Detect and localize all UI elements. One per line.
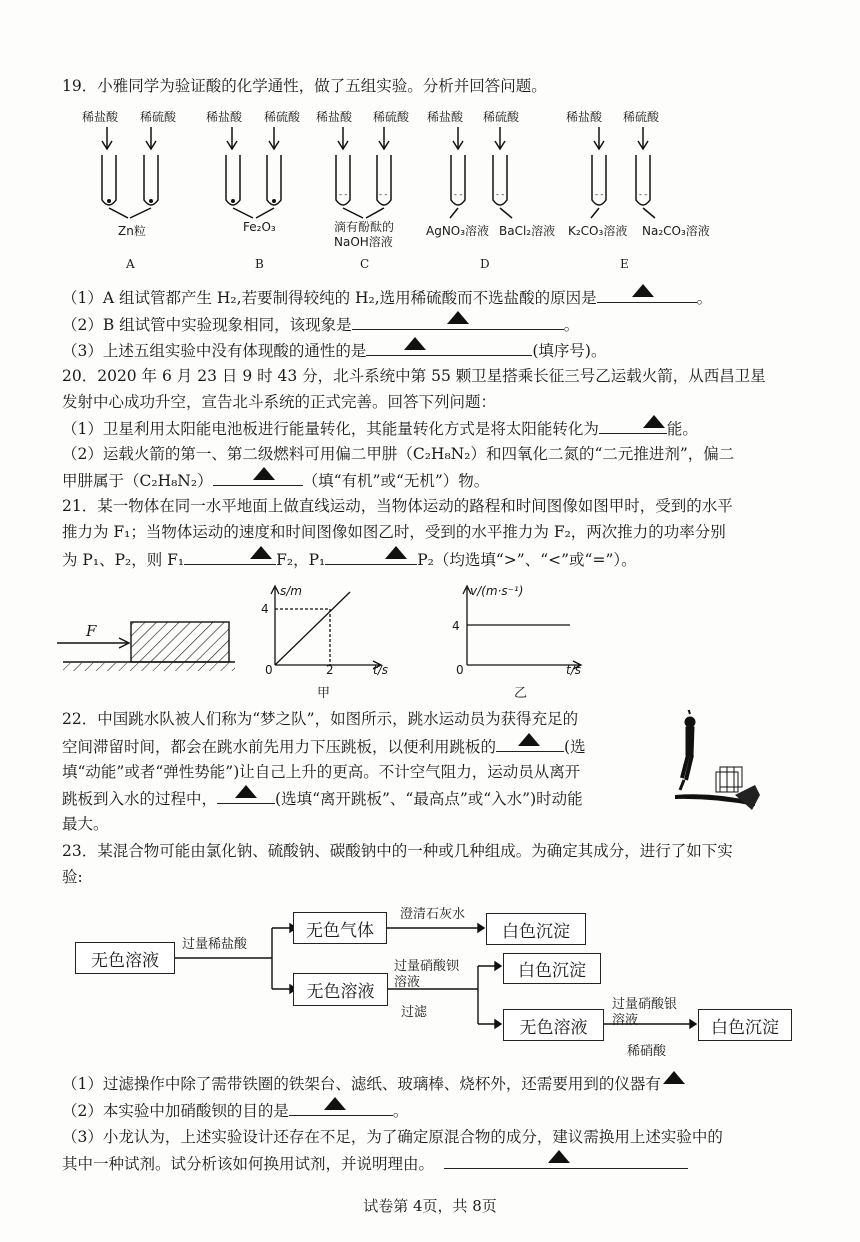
q23-sub3-line2: 其中一种试剂。试分析该如何换用试剂，并说明理由。 xyxy=(62,1152,688,1175)
q21-yi-ylabel: v/(m·s⁻¹) xyxy=(470,584,524,598)
flow-reagent-bano3-line1: 过量硝酸钡 xyxy=(394,959,460,974)
flow-reagent-agno3-line2: 溶液 xyxy=(612,1013,639,1028)
flow-reagent-limewater: 澄清石灰水 xyxy=(400,907,466,922)
q21-line2: 推力为 F₁；当物体运动的速度和时间图像如图乙时，受到的水平推力为 F₂，两次推力的功率分别 xyxy=(62,523,726,541)
q21-line1: 21．某一物体在同一水平地面上做直线运动，当物体运动的路程和时间图像如图甲时，受到的水平 xyxy=(62,497,733,515)
q21-force-label: F xyxy=(86,622,97,640)
page-footer: 试卷第 4页，共 8页 xyxy=(363,1197,497,1215)
q23-sub2: （2）本实验中加硝酸钡的目的是 。 xyxy=(62,1099,408,1122)
q20-line1: 20．2020 年 6 月 23 日 9 时 43 分，北斗系统中第 55 颗卫星搭乘长征三号乙运载火箭，从西昌卫星 xyxy=(62,367,766,385)
q19-group-b-letter: B xyxy=(255,257,264,271)
q22-line5: 最大。 xyxy=(62,815,109,833)
flow-white-precipitate-2: 白色沉淀 xyxy=(503,953,601,984)
q19-d-acid1-label: 稀盐酸 xyxy=(427,110,464,124)
flow-colorless-solution-3: 无色溶液 xyxy=(503,1009,604,1041)
q19-c-reagent-line1: 滴有酚酞的 xyxy=(334,220,395,234)
q22-line1: 22．中国跳水队被人们称为“梦之队”，如图所示，跳水运动员为获得充足的 xyxy=(62,710,579,728)
answer-marker-icon xyxy=(324,1097,346,1110)
q20-sub2-line1: （2）运载火箭的第一、第二级燃料可用偏二甲肼（C₂H₈N₂）和四氧化二氮的“二元推进剂”，偏二 xyxy=(62,445,735,463)
q19-d-reagent1: AgNO₃溶液 xyxy=(426,224,490,238)
q22-line4: 跳板到入水的过程中， (选填“离开跳板”、“最高点”或“入水”)时动能 xyxy=(62,787,583,810)
q21-jia-origin: 0 xyxy=(265,663,273,677)
flow-white-precipitate-1: 白色沉淀 xyxy=(486,913,586,945)
q21-jia-ytick: 4 xyxy=(261,602,269,616)
q21-yi-caption: 乙 xyxy=(514,686,528,701)
answer-blank[interactable] xyxy=(289,1099,393,1116)
q22-line3: 填“动能”或者“弹性势能”)让自己上升的更高。不计空气阻力，运动员从离开 xyxy=(62,763,581,781)
q19-group-c-letter: C xyxy=(360,257,370,271)
svg-text:- -: - - xyxy=(379,190,388,199)
q19-group-d-letter: D xyxy=(480,257,490,271)
q19-sub3: （3）上述五组实验中没有体现酸的通性的是 (填序号)。 xyxy=(62,339,606,362)
answer-blank[interactable] xyxy=(444,1152,688,1169)
flow-colorless-gas: 无色气体 xyxy=(293,912,387,944)
q19-c-acid2-label: 稀硫酸 xyxy=(373,110,410,124)
flow-start-solution: 无色溶液 xyxy=(75,942,175,974)
q19-group-a-letter: A xyxy=(126,257,135,271)
flow-white-precipitate-3: 白色沉淀 xyxy=(698,1009,792,1041)
svg-text:- -: - - xyxy=(339,190,348,199)
q21-yi-xlabel: t/s xyxy=(566,663,581,677)
q23-line1: 23．某混合物可能由氯化钠、硫酸钠、碳酸钠中的一种或几种组成。为确定其成分，进行了如下实 xyxy=(62,842,733,860)
flow-reagent-hcl: 过量稀盐酸 xyxy=(182,937,248,952)
q19-a-acid1-label: 稀盐酸 xyxy=(82,110,119,124)
q23-sub3-line1: （3）小龙认为，上述实验设计还存在不足，为了确定原混合物的成分，建议需换用上述实验中的 xyxy=(62,1128,723,1146)
q23-line2: 验: xyxy=(62,868,83,886)
q19-c-acid1-label: 稀盐酸 xyxy=(316,110,353,124)
q21-jia-xlabel: t/s xyxy=(373,663,388,677)
q20-sub2-line2: 甲肼属于（C₂H₈N₂） （填“有机”或“无机”）物。 xyxy=(62,469,489,492)
answer-blank[interactable] xyxy=(661,1073,687,1089)
flow-filter-label: 过滤 xyxy=(401,1005,428,1020)
q19-title: 19．小雅同学为验证酸的化学通性，做了五组实验。分析并回答问题。 xyxy=(62,77,547,95)
q19-e-reagent2: Na₂CO₃溶液 xyxy=(642,224,710,238)
q19-b-reagent: Fe₂O₃ xyxy=(243,220,276,234)
svg-text:- -: - - xyxy=(595,190,604,199)
q19-e-acid1-label: 稀盐酸 xyxy=(566,110,603,124)
q21-jia-ylabel: s/m xyxy=(280,584,302,598)
answer-marker-icon xyxy=(663,1071,685,1084)
q20-sub1: （1）卫星利用太阳能电池板进行能量转化，其能量转化方式是将太阳能转化为 能。 xyxy=(62,417,698,440)
q19-a-reagent: Zn粒 xyxy=(118,224,146,238)
q22-line2: 空间滞留时间，都会在跳水前先用力下压跳板，以便利用跳板的 (选 xyxy=(62,735,586,758)
q21-line3: 为 P₁、P₂，则 F₁ F₂，P₁ P₂（均选填“>”、“<”或“=”）。 xyxy=(62,548,637,571)
flow-reagent-agno3-line1: 过量硝酸银 xyxy=(612,997,678,1012)
q19-sub1: （1）A 组试管都产生 H₂,若要制得较纯的 H₂,选用稀硫酸而不选盐酸的原因是 。 xyxy=(62,286,712,309)
q21-yi-ytick: 4 xyxy=(452,619,460,633)
flow-reagent-bano3-line2: 溶液 xyxy=(394,975,421,990)
q19-d-acid2-label: 稀硫酸 xyxy=(483,110,520,124)
q21-jia-caption: 甲 xyxy=(317,686,331,701)
q19-a-acid2-label: 稀硫酸 xyxy=(140,110,177,124)
q19-e-reagent1: K₂CO₃溶液 xyxy=(568,224,628,238)
answer-marker-icon xyxy=(548,1150,570,1163)
q20-line2: 发射中心成功升空，宣告北斗系统的正式完善。回答下列问题： xyxy=(62,393,497,411)
q19-group-e-letter: E xyxy=(620,257,629,271)
q21-jia-xtick: 2 xyxy=(326,663,334,677)
svg-text:- -: - - xyxy=(639,190,648,199)
flow-reagent-hno3: 稀硝酸 xyxy=(627,1044,667,1059)
svg-text:- -: - - xyxy=(454,190,463,199)
q23-sub1: （1）过滤操作中除了需带铁圈的铁架台、滤纸、玻璃棒、烧杯外，还需要用到的仪器有 xyxy=(62,1073,687,1095)
q19-sub2: （2）B 组试管中实验现象相同，该现象是 。 xyxy=(62,313,579,336)
q19-e-acid2-label: 稀硫酸 xyxy=(623,110,660,124)
q19-b-acid1-label: 稀盐酸 xyxy=(206,110,243,124)
flow-colorless-solution-2: 无色溶液 xyxy=(293,973,388,1006)
q19-b-acid2-label: 稀硫酸 xyxy=(264,110,301,124)
q19-d-reagent2: BaCl₂溶液 xyxy=(499,224,556,238)
q21-yi-origin: 0 xyxy=(456,663,464,677)
q19-c-reagent-line2: NaOH溶液 xyxy=(334,235,393,249)
svg-text:- -: - - xyxy=(496,190,505,199)
